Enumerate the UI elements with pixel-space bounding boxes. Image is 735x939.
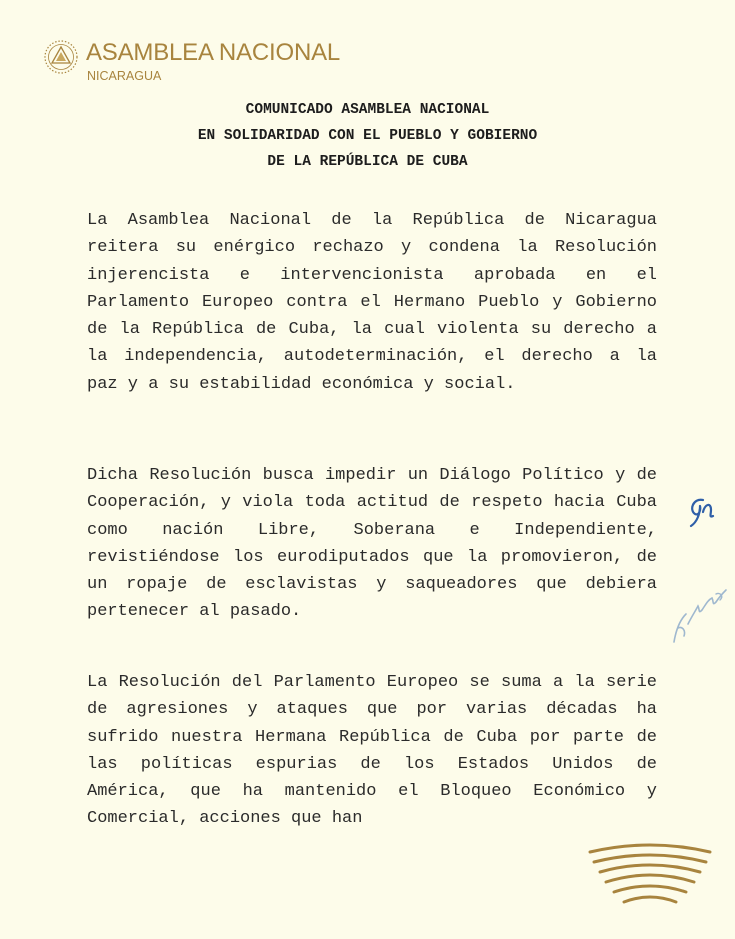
body-paragraph: La Resolución del Parlamento Europeo se suma a la serie de agresiones y ataques que por varias décadas ha sufrido nuestra Hermana República de Cuba por parte de las políticas espurias de los Estados Unidos de América, que ha mantenido el Bloqueo Económico y Comercial, acciones que han <box>87 673 657 829</box>
organization-country: NICARAGUA <box>87 69 162 83</box>
handwritten-initials-icon <box>683 492 717 532</box>
organization-name: ASAMBLEA NACIONAL <box>86 39 341 66</box>
communique-title <box>0 97 735 175</box>
body-paragraph: La Asamblea Nacional de la República de Nicaragua reitera su enérgico rechazo y condena la Resolución injerencista e intervencionista aprobada en el Parlamento Europeo contra el Hermano Pueblo y Gobierno de la República de Cuba, la cual violenta su derecho a la independencia, autodeterminación, el derecho a la paz y a su estabilidad económica y social. <box>87 211 657 394</box>
national-emblem-icon <box>42 38 80 76</box>
handwritten-annotation-icon <box>668 580 730 650</box>
title-line: EN SOLIDARIDAD CON EL PUEBLO Y GOBIERNO <box>197 128 538 144</box>
body-paragraph: Dicha Resolución busca impedir un Diálogo Político y de Cooperación, y viola toda actitud de respeto hacia Cuba como nación Libre, Soberana e Independiente, revistiéndose los eurodiputados que la promovieron, de un ropaje de esclavistas y saqueadores que debiera pertenecer al pasado. <box>87 466 657 622</box>
parliament-arcs-icon <box>584 840 716 910</box>
title-line: DE LA REPÚBLICA DE CUBA <box>267 154 468 170</box>
title-line: COMUNICADO ASAMBLEA NACIONAL <box>245 102 490 118</box>
letterhead <box>42 38 402 88</box>
